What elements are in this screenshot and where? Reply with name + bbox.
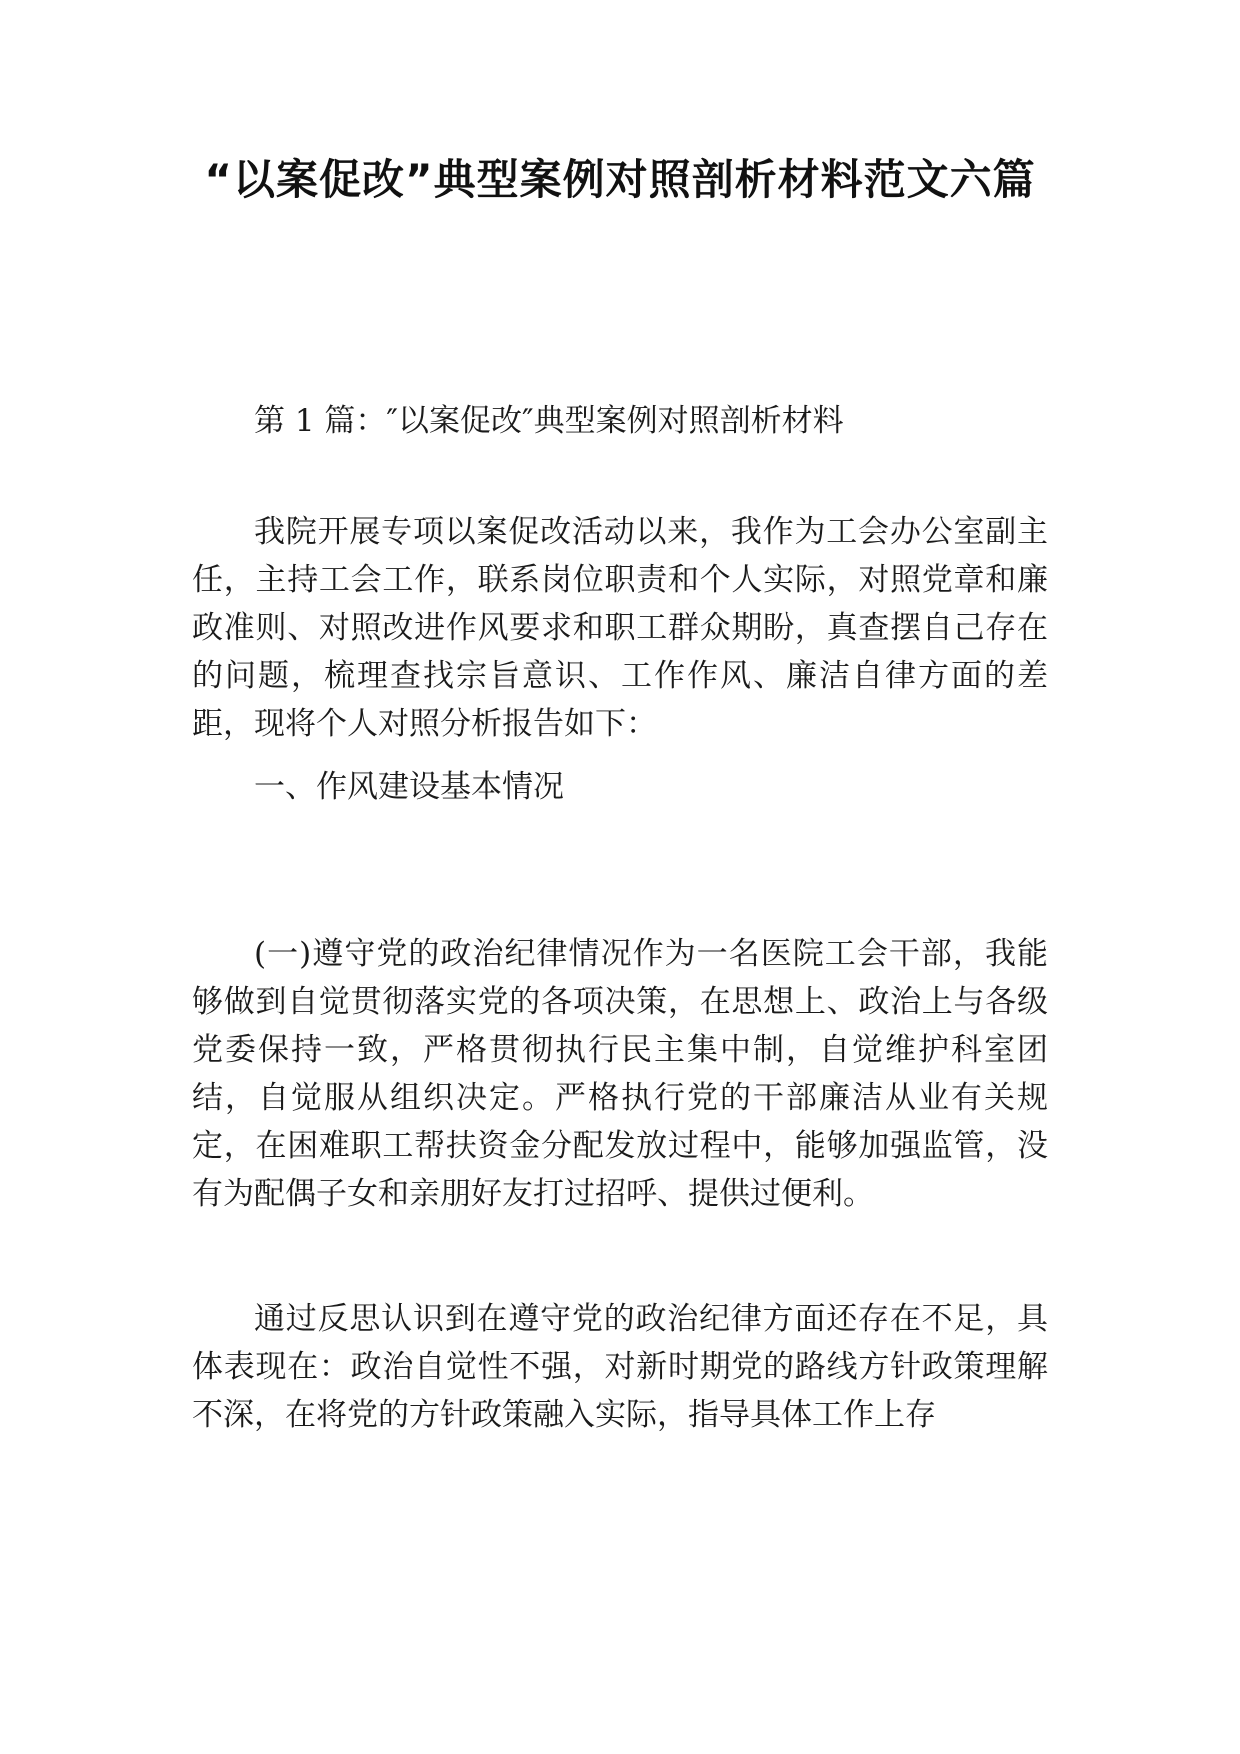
reflection-paragraph: 通过反思认识到在遵守党的政治纪律方面还存在不足，具体表现在：政治自觉性不强，对新时期党的路线方针政策理解不深，在将党的方针政策融入实际，指导具体工作上存 [192,1301,1048,1433]
intro-paragraph: 我院开展专项以案促改活动以来，我作为工会办公室副主任，主持工会工作，联系岗位职责和个人实际，对照党章和廉政准则、对照改进作风要求和职工群众期盼，真查摆自己存在的问题，梳理查找宗旨意识、工作作风、廉洁自律方面的差距，现将个人对照分析报告如下： [192,514,1048,742]
subsection-paragraph: (一)遵守党的政治纪律情况作为一名医院工会干部，我能够做到自觉贯彻落实党的各项决策，在思想上、政治上与各级党委保持一致，严格贯彻执行民主集中制，自觉维护科室团结，自觉服从组织决定。严格执行党的干部廉洁从业有关规定，在困难职工帮扶资金分配发放过程中，能够加强监管，没有为配偶子女和亲朋好友打过招呼、提供过便利。 [192,936,1048,1212]
section-heading: 一、作风建设基本情况 [254,769,564,805]
document-title: “以案促改”典型案例对照剖析材料范文六篇 [204,155,1036,204]
article-heading: 第 1 篇：″以案促改″典型案例对照剖析材料 [254,403,844,439]
